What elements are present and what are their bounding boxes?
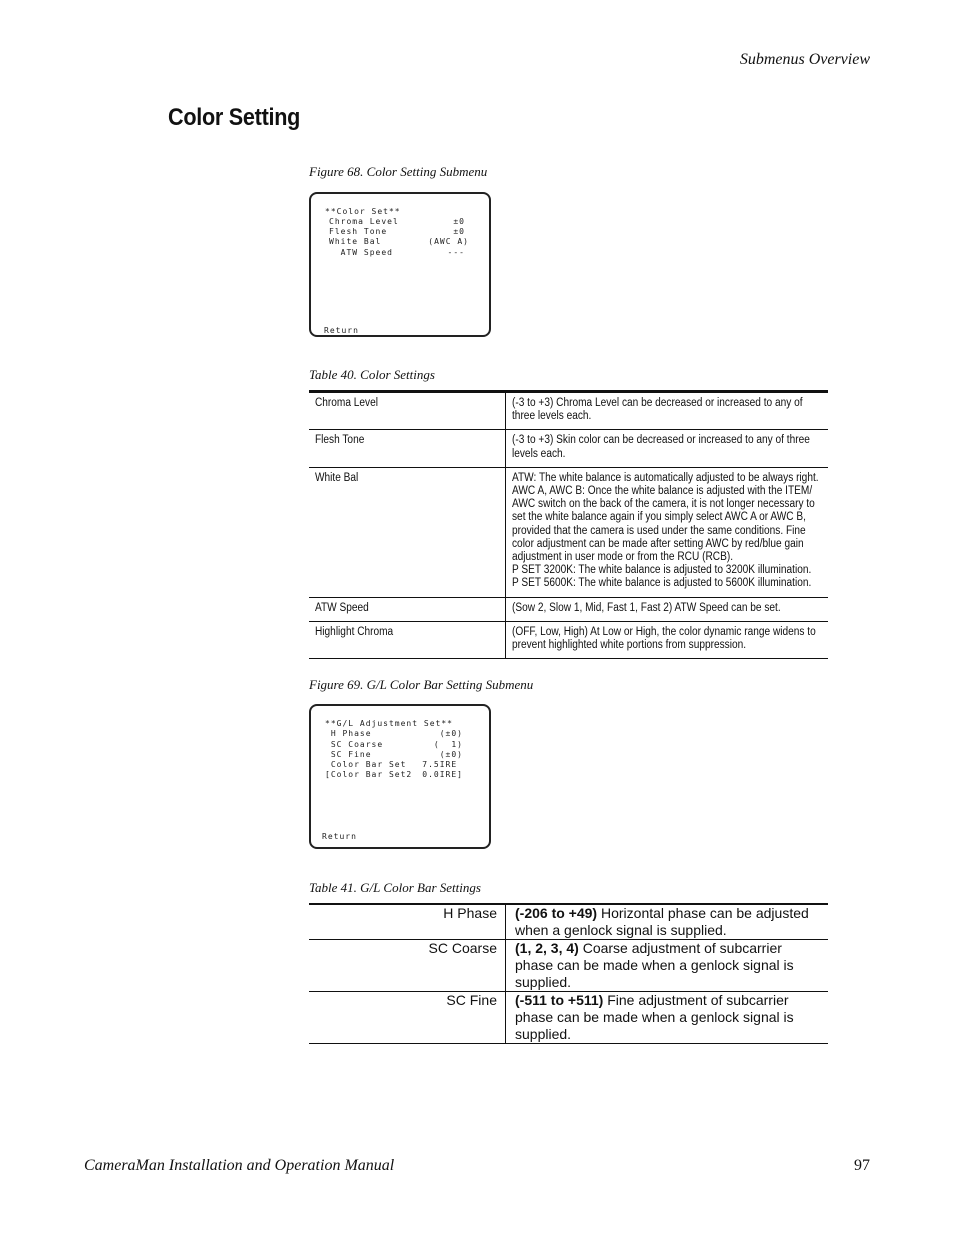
menu-item-label: SC Fine xyxy=(325,750,372,759)
menu-item-label: Color Bar Set xyxy=(325,760,407,769)
table-40-caption: Table 40. Color Settings xyxy=(309,367,435,382)
setting-name: ATW Speed xyxy=(309,597,506,621)
menu-return: Return xyxy=(324,326,359,335)
setting-name: SC Fine xyxy=(309,992,506,1044)
menu-item-value: 0.0IRE] xyxy=(422,770,463,779)
setting-description xyxy=(506,992,829,1044)
menu-item-value: 7.5IRE xyxy=(422,760,463,769)
table-row xyxy=(309,621,828,658)
menu-item-label: H Phase xyxy=(325,729,372,738)
setting-range: (1, 2, 3, 4) xyxy=(515,940,579,956)
table-row xyxy=(309,904,828,940)
color-set-menu-screen xyxy=(309,192,491,337)
running-header: Submenus Overview xyxy=(739,51,870,68)
table-row xyxy=(309,597,828,621)
setting-name: Chroma Level xyxy=(309,392,506,430)
menu-item-value: (AWC A) xyxy=(428,237,469,246)
footer-manual-title: CameraMan Installation and Operation Manual xyxy=(84,1157,395,1174)
setting-description: (OFF, Low, High) At Low or High, the color dynamic range widens to prevent highlighted white portions from suppression. xyxy=(506,621,829,658)
menu-return: Return xyxy=(322,832,357,841)
setting-description: (-3 to +3) Skin color can be decreased or increased to any of three levels each. xyxy=(506,430,829,467)
color-settings-table xyxy=(309,390,828,659)
setting-description: ATW: The white balance is automatically adjusted to be always right. AWC A, AWC B: Once the white balance is adjusted with the ITEM/ AWC switch on the back of the camera, it is not longer necessary to set the white balance again if you simply select AWC A or AWC B, provided that the camera is used under the same conditions. Fine color adjustment can be made after setting AWC by red/blue gain adjustment in user mode or from the RCU (RCB). P SET 3200K: The white balance is adjusted to 3200K illumination. P SET 5600K: The white balance is adjusted to 5600K illumination. xyxy=(506,467,829,597)
setting-name: Flesh Tone xyxy=(309,430,506,467)
menu-item-value: (±0) xyxy=(439,750,463,759)
table-row xyxy=(309,467,828,597)
menu-item-value: ( 1) xyxy=(433,740,463,749)
setting-text: Fine adjustment of subcarrier phase can be made when a genlock signal is supplied. xyxy=(515,992,794,1042)
table-row xyxy=(309,992,828,1044)
setting-description xyxy=(506,940,829,992)
setting-name: White Bal xyxy=(309,467,506,597)
menu-item-label: Chroma Level xyxy=(329,217,399,226)
table-row xyxy=(309,430,828,467)
table-41-caption: Table 41. G/L Color Bar Settings xyxy=(309,880,481,895)
page-title: Color Setting xyxy=(168,104,301,131)
setting-name: Highlight Chroma xyxy=(309,621,506,658)
figure-69-caption: Figure 69. G/L Color Bar Setting Submenu xyxy=(309,677,534,692)
menu-item-value: (±0) xyxy=(439,729,463,738)
table-row xyxy=(309,940,828,992)
setting-text: Coarse adjustment of subcarrier phase can be made when a genlock signal is supplied. xyxy=(515,940,794,990)
setting-name: H Phase xyxy=(309,904,506,940)
gl-adjustment-menu-screen xyxy=(309,704,491,849)
setting-description: (Sow 2, Slow 1, Mid, Fast 1, Fast 2) ATW Speed can be set. xyxy=(506,597,829,621)
setting-description: (-3 to +3) Chroma Level can be decreased or increased to any of three levels each. xyxy=(506,392,829,430)
menu-title: **Color Set** xyxy=(325,207,401,216)
setting-range: (-511 to +511) xyxy=(515,992,604,1008)
menu-item-label: Flesh Tone xyxy=(329,227,388,236)
menu-item-value: ±0 xyxy=(453,217,465,226)
setting-description xyxy=(506,904,829,940)
page-number: 97 xyxy=(854,1157,870,1174)
table-row xyxy=(309,392,828,430)
setting-text: Horizontal phase can be adjusted when a genlock signal is supplied. xyxy=(515,905,809,938)
figure-68-caption: Figure 68. Color Setting Submenu xyxy=(309,164,488,179)
setting-name: SC Coarse xyxy=(309,940,506,992)
menu-item-label: SC Coarse xyxy=(325,740,384,749)
menu-title: **G/L Adjustment Set** xyxy=(325,719,453,728)
gl-color-bar-settings-table xyxy=(309,903,828,1044)
menu-item-label: ATW Speed xyxy=(329,248,393,257)
menu-item-value: ±0 xyxy=(453,227,465,236)
setting-range: (-206 to +49) xyxy=(515,905,598,921)
menu-item-label: White Bal xyxy=(329,237,382,246)
menu-item-label: [Color Bar Set2 xyxy=(325,770,413,779)
menu-item-value: --- xyxy=(447,248,465,257)
